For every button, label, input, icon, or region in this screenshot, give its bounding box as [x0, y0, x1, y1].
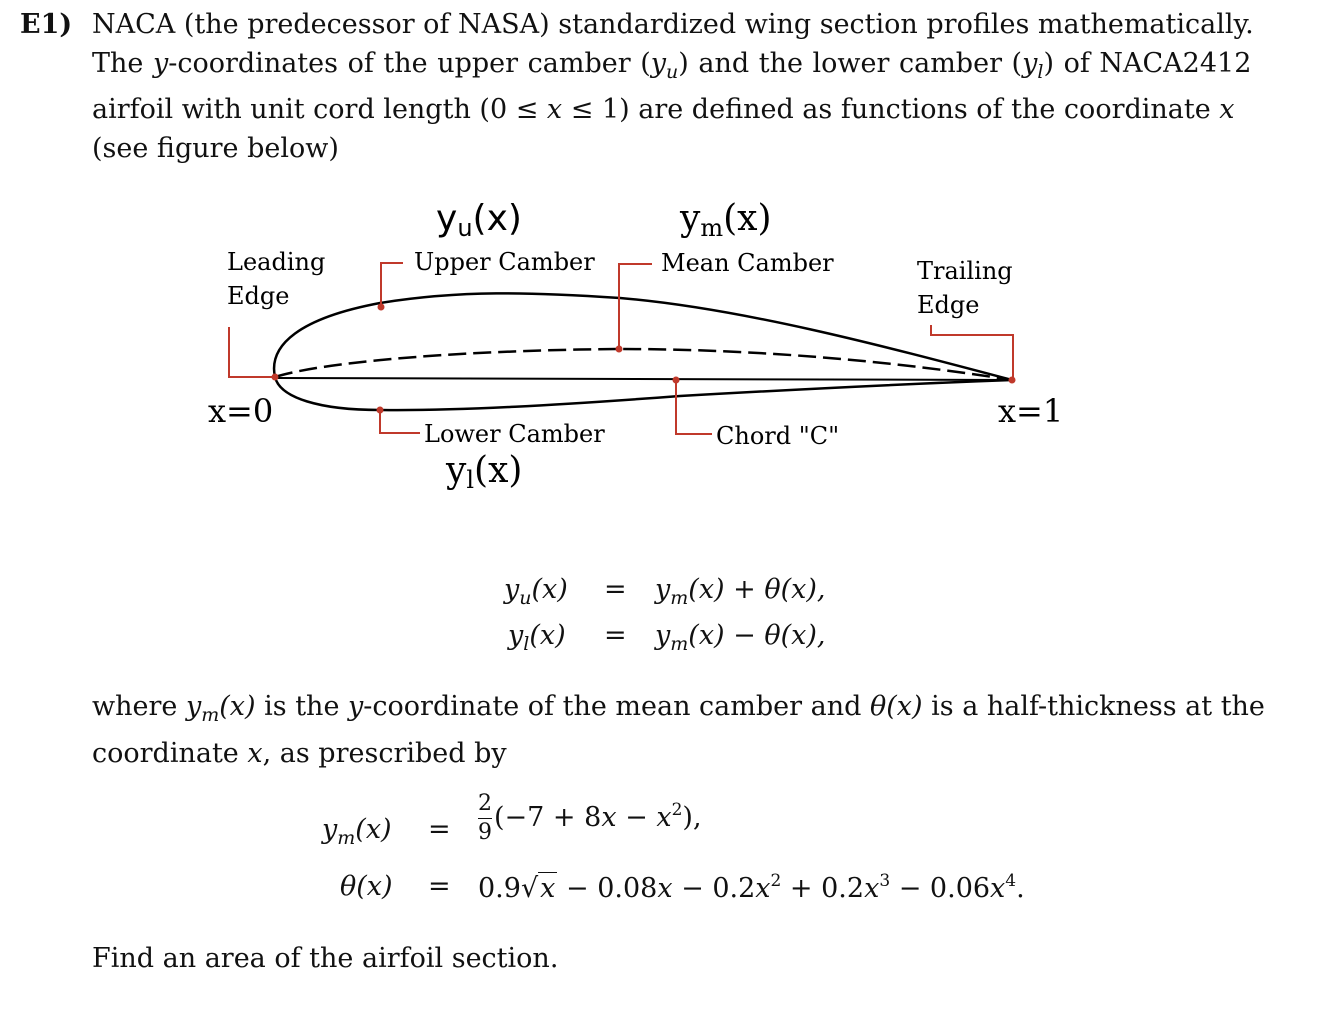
- equation-yu-eq: =: [604, 574, 627, 605]
- chord-point: [673, 377, 680, 384]
- question-text: Find an area of the airfoil section.: [92, 943, 559, 974]
- lower-camber-label: Lower Camber: [424, 420, 605, 448]
- equation-yl: $y_l(x)$: [508, 620, 566, 655]
- fraction-two-ninths: $\frac{2}{9}$: [478, 791, 492, 845]
- lower-camber-callout: [380, 410, 420, 433]
- x1-label: x=1: [998, 392, 1064, 430]
- x0-label: x=0: [208, 392, 274, 430]
- mean-camber-label: Mean Camber: [661, 249, 834, 277]
- airfoil-upper-surface: [274, 293, 1012, 380]
- equation-yl-rhs: $y_m(x) - \theta(x)$,: [655, 620, 826, 655]
- mean-camber-callout: [619, 264, 652, 349]
- airfoil-lower-surface: [275, 377, 1012, 410]
- problem-label: E1): [20, 9, 73, 40]
- chord-label: Chord "C": [716, 422, 840, 450]
- equation-ym: $y_m(x)$: [322, 814, 392, 849]
- problem-line-3: airfoil with unit cord length (0 ≤ x ≤ 1) are defined as functions of the coordinate x: [92, 94, 1235, 125]
- middle-line-2: coordinate x, as prescribed by: [92, 737, 507, 769]
- middle-line-1: where $y_m(x)$ is the y-coordinate of the mean camber and θ(x) is a half-thickness at the: [92, 691, 1265, 726]
- equation-yu-rhs: $y_m(x) + \theta(x)$,: [655, 574, 826, 609]
- trailing-edge-label-2: Edge: [917, 291, 980, 319]
- yl-label: yl(x): [446, 450, 523, 494]
- equation-yu: $y_u(x)$: [504, 574, 568, 609]
- problem-line-1: NACA (the predecessor of NASA) standardized wing section profiles mathematically.: [92, 9, 1254, 40]
- upper-camber-label: Upper Camber: [414, 248, 595, 276]
- leading-edge-point: [272, 374, 279, 381]
- upper-camber-point: [378, 304, 385, 311]
- mean-camber-line: [275, 349, 1012, 380]
- equation-ym-eq: =: [428, 814, 451, 845]
- leading-edge-label-2: Edge: [227, 282, 290, 310]
- problem-line-4: (see figure below): [92, 132, 339, 164]
- equation-yl-eq: =: [604, 620, 627, 651]
- trailing-edge-point: [1009, 377, 1016, 384]
- trailing-edge-label: Trailing: [917, 257, 1013, 285]
- lower-camber-point: [377, 407, 384, 414]
- leading-edge-label: Leading: [227, 248, 326, 276]
- equation-theta-eq: =: [428, 871, 451, 902]
- problem-line-2: The y-coordinates of the upper camber $(y_u)$ and the lower camber $(y_l)$ of NACA2412: [92, 47, 1252, 83]
- middle-paragraph: [92, 688, 1272, 773]
- chord-line: [275, 378, 1012, 380]
- trailing-edge-callout: [931, 325, 1013, 380]
- equation-ym-rhs: $\frac{2}{9}$ $(-7 + 8x - x^2)$,: [478, 791, 702, 845]
- yu-label: yu(x): [436, 198, 522, 242]
- chord-callout: [676, 380, 712, 434]
- equation-theta-rhs: $0.9√x - 0.08x - 0.2x^2 + 0.2x^3 - 0.06x^4$.: [478, 871, 1025, 904]
- mean-camber-point: [616, 346, 623, 353]
- leading-edge-callout: [229, 327, 275, 377]
- ym-label: ym(x): [680, 198, 772, 242]
- equation-theta: θ(x): [340, 871, 393, 902]
